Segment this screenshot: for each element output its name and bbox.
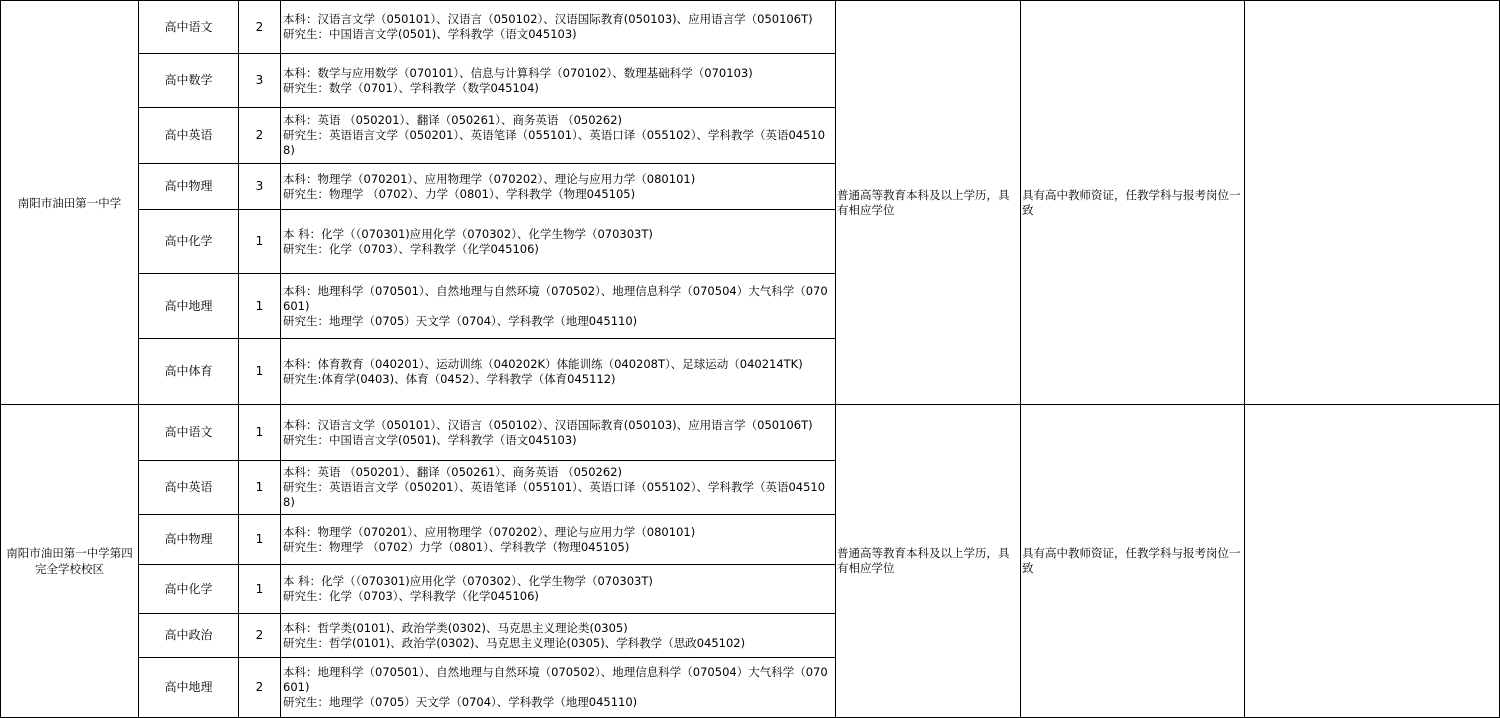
headcount-cell: 1 <box>239 405 281 461</box>
undergraduate-major-text: 本科：英语 （050201）、翻译（050261）、商务英语 （050262) <box>283 113 622 127</box>
headcount-cell: 2 <box>239 658 281 718</box>
graduate-major-text: 研究生:体育学(0403)、体育（0452）、学科教学（体育045112) <box>283 371 616 386</box>
school-name-cell: 南阳市油田第一中学 <box>1 1 139 405</box>
undergraduate-major-text: 本科：地理科学（070501）、自然地理与自然环境（070502）、地理信息科学（070504）大气科学（070601) <box>283 665 828 694</box>
headcount-cell: 3 <box>239 54 281 108</box>
other-requirement-cell: 具有高中教师资证，任教学科与报考岗位一致 <box>1021 1 1245 405</box>
graduate-major-text: 研究生：地理学（0705）天文学（0704）、学科教学（地理045110) <box>283 695 638 709</box>
major-requirement-cell <box>281 461 836 515</box>
major-requirement-cell <box>281 274 836 339</box>
remark-cell <box>1245 405 1500 718</box>
headcount-cell: 2 <box>239 1 281 54</box>
major-requirement-cell <box>281 54 836 108</box>
subject-cell: 高中英语 <box>139 108 239 164</box>
major-requirement-cell <box>281 164 836 210</box>
education-requirement-cell: 普通高等教育本科及以上学历，具有相应学位 <box>836 405 1021 718</box>
headcount-cell: 1 <box>239 565 281 614</box>
other-requirement-cell: 具有高中教师资证，任教学科与报考岗位一致 <box>1021 405 1245 718</box>
graduate-major-text: 研究生：化学（0703）、学科教学（化学045106) <box>283 241 539 256</box>
graduate-major-text: 研究生：中国语言文学(0501)、学科教学（语文045103) <box>283 432 577 447</box>
major-requirement-cell <box>281 210 836 274</box>
subject-cell: 高中体育 <box>139 339 239 405</box>
subject-cell: 高中英语 <box>139 461 239 515</box>
graduate-major-text: 研究生：物理学 （0702）、力学（0801）、学科教学（物理045105) <box>283 186 636 201</box>
undergraduate-major-text: 本科：汉语言文学（050101）、汉语言（050102）、汉语国际教育(050103)、应用语言学（050106T) <box>283 12 813 26</box>
undergraduate-major-text: 本科：地理科学（070501）、自然地理与自然环境（070502）、地理信息科学（070504）大气科学（070601) <box>283 283 828 313</box>
major-requirement-cell <box>281 614 836 658</box>
graduate-major-text: 研究生：中国语言文学(0501)、学科教学（语文045103) <box>283 27 577 41</box>
graduate-major-text: 研究生：地理学（0705）天文学（0704）、学科教学（地理045110) <box>283 313 638 328</box>
subject-cell: 高中物理 <box>139 515 239 565</box>
headcount-cell: 3 <box>239 164 281 210</box>
undergraduate-major-text: 本 科：化学（（070301)应用化学（070302）、化学生物学（070303T) <box>283 226 653 241</box>
undergraduate-major-text: 本科：英语 （050201）、翻译（050261）、商务英语 （050262) <box>283 465 622 479</box>
major-requirement-cell <box>281 658 836 718</box>
graduate-major-text: 研究生：物理学 （0702）力学（0801）、学科教学（物理045105) <box>283 539 630 554</box>
school-name-cell: 南阳市油田第一中学第四完全学校校区 <box>1 405 139 718</box>
table-row <box>1 1 1500 54</box>
subject-cell: 高中语文 <box>139 1 239 54</box>
major-requirement-cell <box>281 108 836 164</box>
subject-cell: 高中政治 <box>139 614 239 658</box>
table-row <box>1 405 1500 461</box>
subject-cell: 高中语文 <box>139 405 239 461</box>
undergraduate-major-text: 本科：汉语言文学（050101）、汉语言（050102）、汉语国际教育(050103)、应用语言学（050106T) <box>283 417 813 432</box>
subject-cell: 高中物理 <box>139 164 239 210</box>
subject-cell: 高中化学 <box>139 210 239 274</box>
undergraduate-major-text: 本科：物理学（070201）、应用物理学（070202）、理论与应用力学（080101) <box>283 524 696 539</box>
headcount-cell: 1 <box>239 210 281 274</box>
undergraduate-major-text: 本科：体育教育（040201）、运动训练（040202K）体能训练（040208T）、足球运动（040214TK) <box>283 356 803 371</box>
major-requirement-cell <box>281 565 836 614</box>
undergraduate-major-text: 本科：数学与应用数学（070101）、信息与计算科学（070102）、数理基础科学（070103) <box>283 65 753 80</box>
subject-cell: 高中数学 <box>139 54 239 108</box>
undergraduate-major-text: 本 科：化学（（070301)应用化学（070302）、化学生物学（070303T) <box>283 574 653 588</box>
headcount-cell: 1 <box>239 339 281 405</box>
headcount-cell: 1 <box>239 515 281 565</box>
table-body <box>1 1 1500 718</box>
graduate-major-text: 研究生：数学（0701）、学科教学（数学045104) <box>283 80 539 95</box>
undergraduate-major-text: 本科：哲学类(0101)、政治学类(0302)、马克思主义理论类(0305) <box>283 620 628 635</box>
subject-cell: 高中化学 <box>139 565 239 614</box>
remark-cell <box>1245 1 1500 405</box>
undergraduate-major-text: 本科：物理学（070201）、应用物理学（070202）、理论与应用力学（080101) <box>283 171 696 186</box>
major-requirement-cell <box>281 515 836 565</box>
major-requirement-cell <box>281 339 836 405</box>
headcount-cell: 2 <box>239 108 281 164</box>
headcount-cell: 2 <box>239 614 281 658</box>
graduate-major-text: 研究生：哲学(0101)、政治学(0302)、马克思主义理论(0305)、学科教学（思政045102) <box>283 635 746 650</box>
headcount-cell: 1 <box>239 274 281 339</box>
graduate-major-text: 研究生：英语语言文学（050201）、英语笔译（055101）、英语口译（055102）、学科教学（英语045108) <box>283 480 826 509</box>
headcount-cell: 1 <box>239 461 281 515</box>
graduate-major-text: 研究生：化学（0703）、学科教学（化学045106) <box>283 589 539 603</box>
major-requirement-cell <box>281 1 836 54</box>
education-requirement-cell: 普通高等教育本科及以上学历，具有相应学位 <box>836 1 1021 405</box>
subject-cell: 高中地理 <box>139 658 239 718</box>
graduate-major-text: 研究生：英语语言文学（050201）、英语笔译（055101）、英语口译（055102）、学科教学（英语045108) <box>283 128 826 157</box>
major-requirement-cell <box>281 405 836 461</box>
subject-cell: 高中地理 <box>139 274 239 339</box>
